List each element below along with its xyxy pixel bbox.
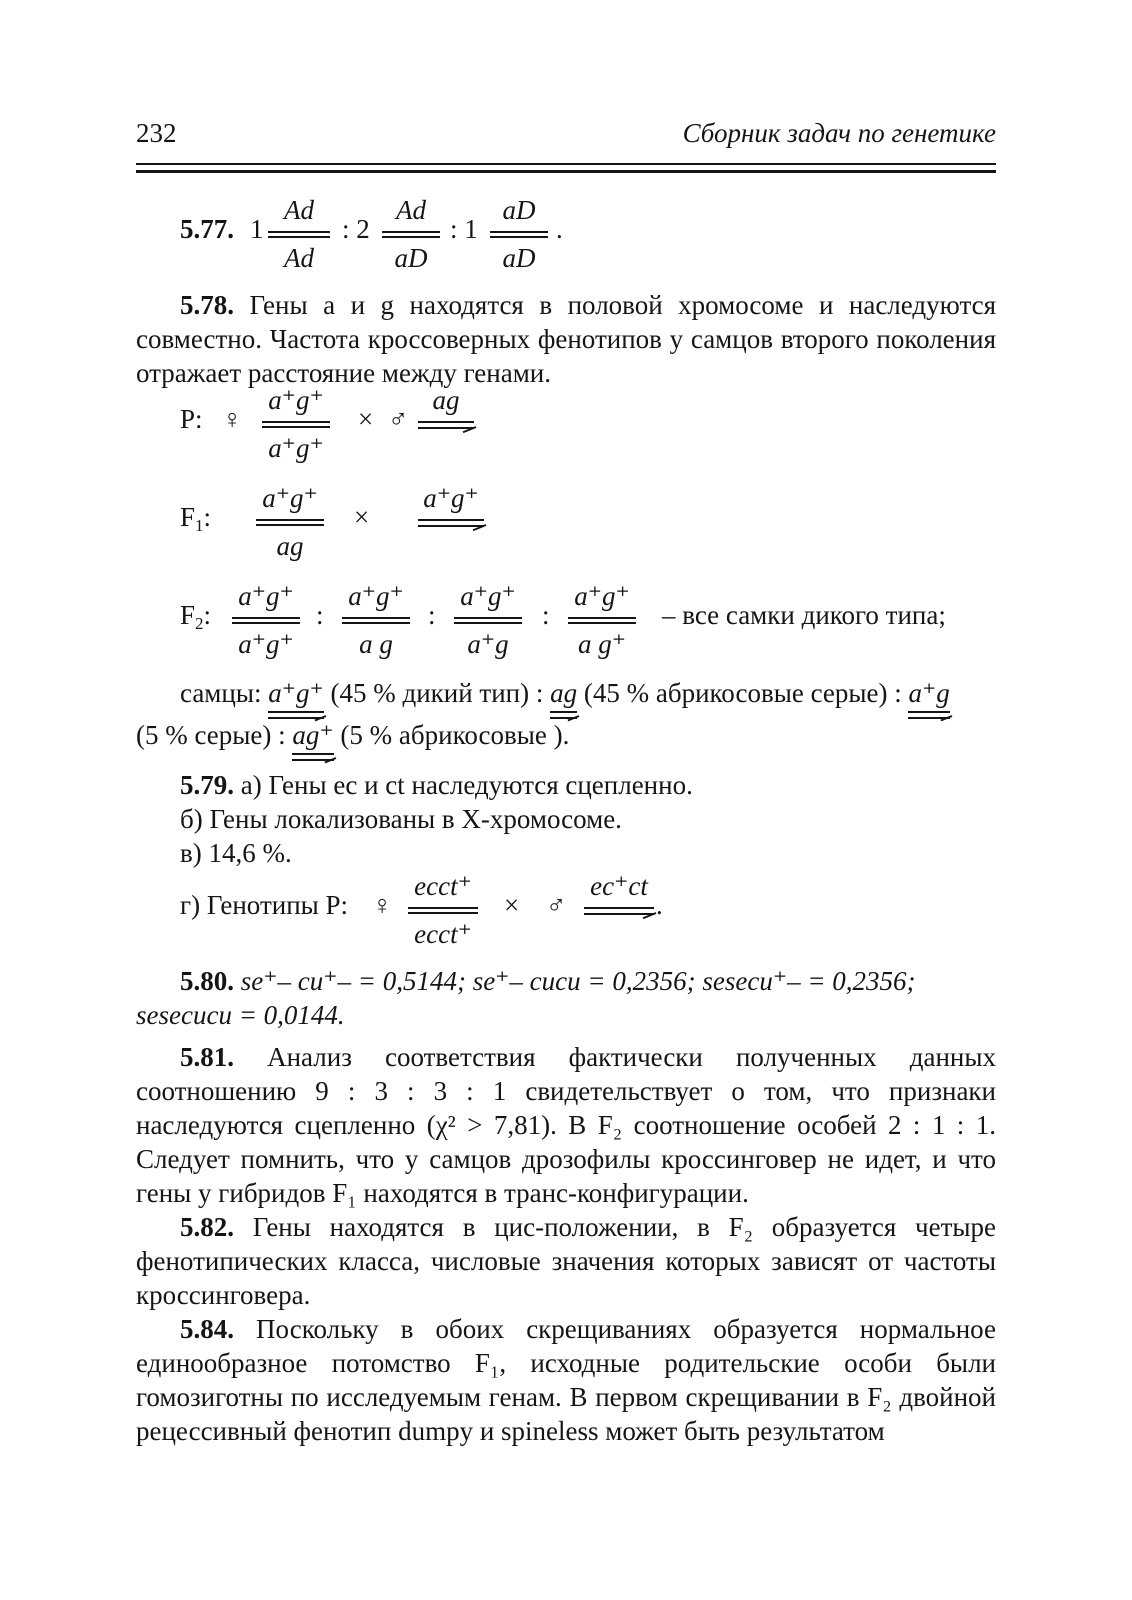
- answer-5-79-d-label: г) Генотипы P:: [180, 890, 349, 920]
- answer-5-80-line-1: 5.80. se⁺– cu⁺– = 0,5144; se⁺– cucu = 0,2356; sesecu⁺– = 0,2356;: [180, 966, 916, 996]
- female-genotype: [262, 385, 330, 463]
- running-head: [136, 118, 996, 158]
- fraction-denominator: Ad: [284, 243, 314, 273]
- female-symbol: ♀: [222, 404, 243, 434]
- fraction-bar: [408, 907, 478, 914]
- page-number: 232: [136, 118, 177, 148]
- header-rule-thin: [136, 163, 996, 165]
- cross-sign: ×: [504, 890, 520, 920]
- answer-5-80-line-2: sesecucu = 0,0144.: [136, 1000, 345, 1030]
- answer-number: 5.77.: [180, 214, 234, 244]
- fraction-numerator: Ad: [284, 195, 314, 225]
- males-class-text: (5 % абрикосовые ).: [340, 720, 570, 750]
- answer-5-79-a: 5.79. а) Гены ec и ct наследуются сцепленно.: [180, 770, 693, 800]
- fraction-bar: [232, 617, 300, 624]
- male-genotype: a⁺g⁺: [268, 676, 324, 720]
- fraction-numerator: aD: [502, 195, 536, 225]
- fraction-numerator: a⁺g⁺: [348, 581, 404, 611]
- answer-5-82: [136, 1210, 996, 1312]
- female-symbol: ♀: [372, 890, 393, 920]
- fraction-denominator: aD: [502, 243, 536, 273]
- answer-5-81: [136, 1040, 996, 1210]
- ratio-separator: : 1: [450, 214, 478, 244]
- fraction-bar: [568, 617, 636, 624]
- answer-number: 5.78.: [180, 290, 234, 320]
- fraction-bar: [268, 231, 330, 238]
- fraction-numerator: a⁺g⁺: [238, 581, 294, 611]
- fraction-numerator: ag: [432, 385, 460, 415]
- male-symbol: ♂: [388, 404, 409, 434]
- y-chromosome-arrow: [418, 519, 484, 527]
- fraction-numerator: ecct⁺: [414, 871, 472, 901]
- cross-sign: ×: [354, 502, 370, 532]
- males-class-text: (5 % серые) :: [136, 720, 286, 750]
- p-label: P:: [180, 404, 203, 434]
- male-genotype: a⁺g: [908, 676, 949, 720]
- genotype-fraction: [382, 195, 440, 273]
- f2-genotype: [342, 581, 410, 659]
- answer-number: 5.84.: [180, 1314, 234, 1344]
- fraction-numerator: a⁺g⁺: [262, 483, 318, 513]
- fraction-bar: [382, 231, 440, 238]
- fraction-numerator: a⁺g⁺: [268, 385, 324, 415]
- fraction-denominator: a⁺g⁺: [238, 629, 294, 659]
- y-chromosome-arrow: [418, 421, 474, 429]
- ratio-separator: :: [316, 600, 324, 630]
- answer-5-79-b: б) Гены локализованы в X-хромосоме.: [180, 804, 622, 834]
- f2-genotype: [454, 581, 522, 659]
- male-symbol: ♂: [546, 890, 567, 920]
- males-line-2: [136, 718, 569, 762]
- answer-5-79-c: в) 14,6 %.: [180, 838, 292, 868]
- header-rule-thick: [136, 170, 996, 173]
- male-genotype: [584, 871, 654, 920]
- f2-genotype: [568, 581, 636, 659]
- male-genotype: ag⁺: [292, 718, 333, 762]
- f2-label: $F_2$:: [180, 600, 212, 633]
- answer-text: Гены a и g находятся в половой хромосоме и наследуются совместно. Частота кроссоверных фенотипов у самцов второго поколения отражает расстояние между генами.: [136, 290, 996, 388]
- period: .: [556, 214, 563, 244]
- ratio-separator: :: [542, 600, 550, 630]
- fraction-bar: [454, 617, 522, 624]
- female-genotype: [256, 483, 324, 561]
- male-genotype: [418, 483, 484, 532]
- fraction-bar: [490, 231, 548, 238]
- males-class-text: (45 % дикий тип) :: [330, 678, 544, 708]
- fraction-bar: [262, 421, 330, 428]
- males-line-1: [180, 676, 950, 720]
- answer-5-78-text: [136, 288, 996, 390]
- fraction-numerator: a⁺g⁺: [460, 581, 516, 611]
- fraction-numerator: a⁺g⁺: [423, 483, 479, 513]
- answer-number: 5.82.: [180, 1212, 234, 1242]
- male-genotype: ag: [550, 676, 577, 720]
- answer-text: Анализ соответствия фактически полученных данных соотношению 9 : 3 : 3 : 1 свидетельствует о том, что признаки наследуются сцепленно (χ² > 7,81). В F₂ соотношение особей 2 : 1 : 1. Следует помнить, что у самцов дрозофилы кроссинговер не идет, и что гены у гибридов F₁ находятся в транс-конфигурации.: [136, 1042, 997, 1208]
- fraction-denominator: a⁺g: [467, 629, 509, 659]
- fraction-bar: [256, 519, 324, 526]
- fraction-numerator: a⁺g⁺: [574, 581, 630, 611]
- male-genotype: [418, 385, 474, 434]
- book-title: Сборник задач по генетике: [682, 118, 996, 148]
- fraction-numerator: Ad: [396, 195, 426, 225]
- answer-text: Гены находятся в цис-положении, в F₂ образуется четыре фенотипических класса, числовые значения которых зависят от частоты кроссинговера.: [136, 1212, 997, 1310]
- fraction-denominator: ecct⁺: [414, 919, 472, 949]
- fraction-denominator: ag: [276, 531, 304, 561]
- males-class-text: (45 % абрикосовые серые) :: [583, 678, 902, 708]
- fraction-denominator: aD: [394, 243, 428, 273]
- f2-genotype: [232, 581, 300, 659]
- fraction-denominator: a g: [359, 629, 393, 659]
- answer-number: 5.81.: [180, 1042, 234, 1072]
- period: .: [656, 890, 663, 920]
- ratio-separator: :: [428, 600, 436, 630]
- f1-label: $F_1$:: [180, 502, 212, 535]
- fraction-denominator: a⁺g⁺: [268, 433, 324, 463]
- fraction-numerator: ec⁺ct: [590, 871, 648, 901]
- genotype-fraction: [490, 195, 548, 273]
- genotype-fraction: [268, 195, 330, 273]
- ratio-separator: : 2: [342, 214, 370, 244]
- y-chromosome-arrow: [584, 907, 654, 915]
- cross-sign: ×: [358, 404, 374, 434]
- female-genotype: [408, 871, 478, 949]
- coefficient: 1: [250, 214, 264, 244]
- fraction-bar: [342, 617, 410, 624]
- males-prefix: самцы:: [180, 678, 262, 708]
- fraction-denominator: a g⁺: [577, 629, 626, 659]
- answer-text: Поскольку в обоих скрещиваниях образуется нормальное единообразное потомство F₁, исходные родительские особи были гомозиготны по исследуемым генам. В первом скрещивании в F₂ двойной рецессивный фенотип dumpy и spineless может быть результатом: [136, 1314, 996, 1446]
- answer-5-84: [136, 1312, 996, 1448]
- f2-females-note: – все самки дикого типа;: [662, 600, 946, 630]
